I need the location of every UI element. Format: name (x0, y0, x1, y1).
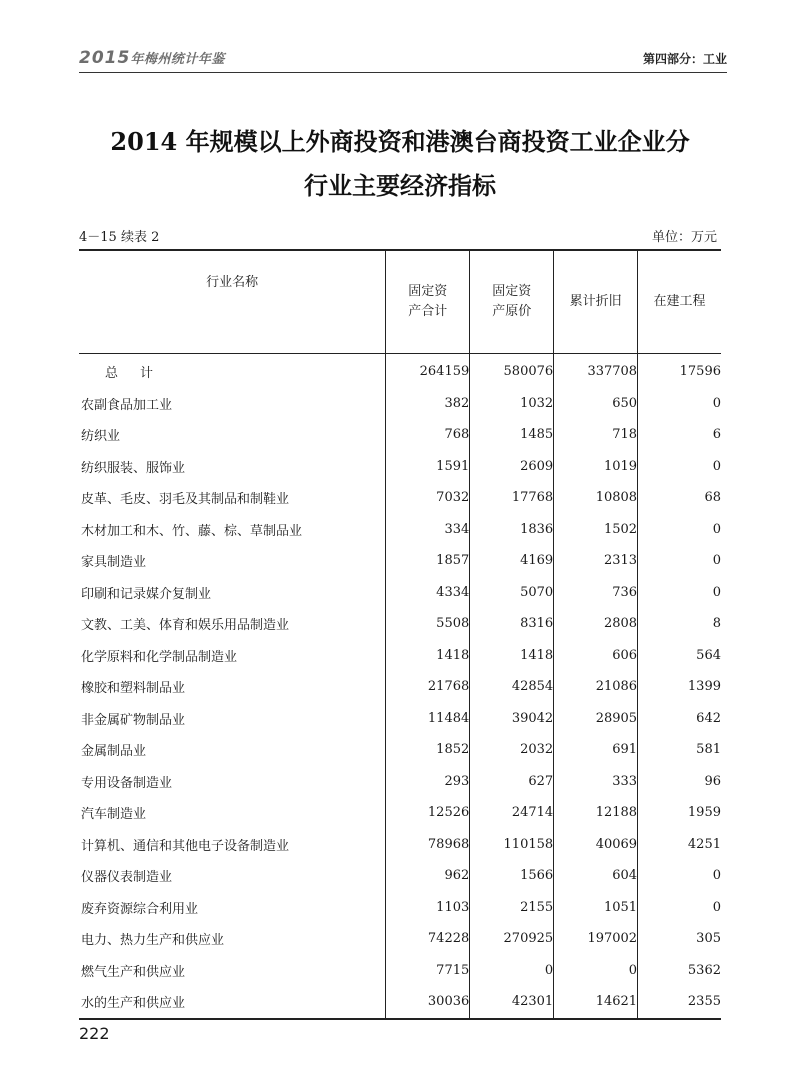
industry-name-cell: 皮革、毛皮、羽毛及其制品和制鞋业 (81, 492, 290, 508)
industry-name-cell: 专用设备制造业 (81, 775, 173, 791)
table-row (79, 451, 721, 483)
construction-in-progress-cell: 0 (638, 577, 721, 609)
table-row (79, 671, 721, 703)
industry-name-cell: 废弃资源综合利用业 (81, 901, 199, 917)
construction-in-progress-cell: 0 (638, 388, 721, 420)
table-row (79, 419, 721, 451)
fixed-assets-original-cell: 2032 (470, 734, 554, 766)
table-body (79, 354, 721, 1019)
accumulated-depreciation-cell: 606 (554, 640, 638, 672)
construction-in-progress-cell: 8 (638, 608, 721, 640)
fixed-assets-original-cell: 5070 (470, 577, 554, 609)
industry-name-cell: 总计 (105, 366, 176, 382)
fixed-assets-original-cell: 1836 (470, 514, 554, 546)
accumulated-depreciation-cell: 0 (554, 955, 638, 987)
table-row (79, 860, 721, 892)
industry-name-cell: 水的生产和供应业 (79, 986, 386, 1019)
accumulated-depreciation-cell: 691 (554, 734, 638, 766)
construction-in-progress-cell: 1399 (638, 671, 721, 703)
fixed-assets-total-cell: 78968 (386, 829, 470, 861)
table-row (79, 703, 721, 735)
industry-name-cell: 纺织业 (81, 429, 121, 445)
accumulated-depreciation-cell: 2313 (554, 545, 638, 577)
fixed-assets-original-cell: 0 (470, 955, 554, 987)
total-row (79, 354, 721, 388)
construction-in-progress-cell: 17596 (638, 354, 721, 388)
fixed-assets-original-cell: 580076 (470, 354, 554, 388)
accumulated-depreciation-cell: 21086 (554, 671, 638, 703)
construction-in-progress-cell: 2355 (638, 986, 721, 1019)
industry-name-cell: 橡胶和塑料制品业 (81, 681, 186, 697)
fixed-assets-total-cell: 334 (386, 514, 470, 546)
table-row (79, 608, 721, 640)
construction-in-progress-cell: 4251 (638, 829, 721, 861)
header-rule (79, 72, 727, 73)
fixed-assets-total-cell: 264159 (386, 354, 470, 388)
industry-name-cell: 电力、热力生产和供应业 (81, 933, 225, 949)
industry-name-cell: 农副食品加工业 (81, 397, 173, 413)
fixed-assets-total-cell: 962 (386, 860, 470, 892)
title-line-2: 行业主要经济指标 (304, 171, 496, 200)
table-title (60, 120, 740, 208)
accumulated-depreciation-cell: 40069 (554, 829, 638, 861)
accumulated-depreciation-cell: 1502 (554, 514, 638, 546)
industry-name-cell: 纺织服装、服饰业 (81, 460, 186, 476)
accumulated-depreciation-cell: 2808 (554, 608, 638, 640)
industry-name-cell: 汽车制造业 (81, 807, 147, 823)
yearbook-year: 2015 (79, 48, 131, 68)
running-head (79, 48, 727, 70)
header-fixed-assets-total: 固定资 产合计 (386, 250, 470, 354)
accumulated-depreciation-cell: 10808 (554, 482, 638, 514)
table-row (79, 482, 721, 514)
indicator-table (79, 249, 721, 1020)
yearbook-name: 年梅州统计年鉴 (130, 52, 225, 67)
fixed-assets-original-cell: 2155 (470, 892, 554, 924)
table-id: 4－15 续表 2 (79, 230, 160, 245)
fixed-assets-total-cell: 382 (386, 388, 470, 420)
construction-in-progress-cell: 642 (638, 703, 721, 735)
table-header-row (79, 250, 721, 354)
industry-name-cell: 文教、工美、体育和娱乐用品制造业 (81, 618, 290, 634)
table-row (79, 514, 721, 546)
fixed-assets-total-cell: 1857 (386, 545, 470, 577)
fixed-assets-original-cell: 17768 (470, 482, 554, 514)
construction-in-progress-cell: 0 (638, 514, 721, 546)
fixed-assets-total-cell: 12526 (386, 797, 470, 829)
fixed-assets-original-cell: 42854 (470, 671, 554, 703)
table-row (79, 640, 721, 672)
construction-in-progress-cell: 581 (638, 734, 721, 766)
industry-name-cell: 仪器仪表制造业 (81, 870, 173, 886)
industry-name-cell: 印刷和记录媒介复制业 (81, 586, 212, 602)
construction-in-progress-cell: 0 (638, 860, 721, 892)
construction-in-progress-cell: 5362 (638, 955, 721, 987)
construction-in-progress-cell: 1959 (638, 797, 721, 829)
industry-name-cell: 家具制造业 (81, 555, 147, 571)
construction-in-progress-cell: 0 (638, 451, 721, 483)
accumulated-depreciation-cell: 1019 (554, 451, 638, 483)
table-row (79, 766, 721, 798)
construction-in-progress-cell: 6 (638, 419, 721, 451)
fixed-assets-total-cell: 4334 (386, 577, 470, 609)
table-row (79, 388, 721, 420)
table-row (79, 829, 721, 861)
fixed-assets-total-cell: 1591 (386, 451, 470, 483)
fixed-assets-total-cell: 768 (386, 419, 470, 451)
fixed-assets-original-cell: 2609 (470, 451, 554, 483)
header-fixed-assets-original: 固定资 产原价 (470, 250, 554, 354)
fixed-assets-total-cell: 293 (386, 766, 470, 798)
fixed-assets-original-cell: 1485 (470, 419, 554, 451)
fixed-assets-total-cell: 1852 (386, 734, 470, 766)
title-line-1: 2014 年规模以上外商投资和港澳台商投资工业企业分 (110, 127, 690, 156)
construction-in-progress-cell: 0 (638, 545, 721, 577)
fixed-assets-total-cell: 11484 (386, 703, 470, 735)
construction-in-progress-cell: 68 (638, 482, 721, 514)
fixed-assets-original-cell: 8316 (470, 608, 554, 640)
fixed-assets-original-cell: 627 (470, 766, 554, 798)
table-row (79, 892, 721, 924)
fixed-assets-total-cell: 74228 (386, 923, 470, 955)
accumulated-depreciation-cell: 12188 (554, 797, 638, 829)
fixed-assets-original-cell: 1032 (470, 388, 554, 420)
fixed-assets-original-cell: 110158 (470, 829, 554, 861)
industry-name-cell: 金属制品业 (81, 744, 147, 760)
fixed-assets-original-cell: 1418 (470, 640, 554, 672)
fixed-assets-original-cell: 39042 (470, 703, 554, 735)
fixed-assets-original-cell: 42301 (470, 986, 554, 1019)
fixed-assets-total-cell: 5508 (386, 608, 470, 640)
accumulated-depreciation-cell: 1051 (554, 892, 638, 924)
page-number: 222 (79, 1024, 110, 1043)
fixed-assets-original-cell: 24714 (470, 797, 554, 829)
accumulated-depreciation-cell: 650 (554, 388, 638, 420)
accumulated-depreciation-cell: 197002 (554, 923, 638, 955)
header-construction-in-progress: 在建工程 (638, 250, 721, 354)
accumulated-depreciation-cell: 333 (554, 766, 638, 798)
industry-name-cell: 非金属矿物制品业 (81, 712, 186, 728)
fixed-assets-original-cell: 4169 (470, 545, 554, 577)
accumulated-depreciation-cell: 604 (554, 860, 638, 892)
unit-label: 单位：万元 (651, 230, 717, 245)
construction-in-progress-cell: 96 (638, 766, 721, 798)
fixed-assets-total-cell: 1418 (386, 640, 470, 672)
table-row (79, 797, 721, 829)
header-accumulated-depreciation: 累计折旧 (554, 250, 638, 354)
industry-name-cell: 燃气生产和供应业 (81, 964, 186, 980)
fixed-assets-total-cell: 21768 (386, 671, 470, 703)
accumulated-depreciation-cell: 28905 (554, 703, 638, 735)
accumulated-depreciation-cell: 14621 (554, 986, 638, 1019)
table-row (79, 577, 721, 609)
construction-in-progress-cell: 564 (638, 640, 721, 672)
table-row (79, 986, 721, 1019)
section-label: 第四部分：工业 (642, 52, 727, 66)
construction-in-progress-cell: 305 (638, 923, 721, 955)
construction-in-progress-cell: 0 (638, 892, 721, 924)
table-row (79, 545, 721, 577)
table-row (79, 923, 721, 955)
fixed-assets-total-cell: 30036 (386, 986, 470, 1019)
table-row (79, 955, 721, 987)
fixed-assets-total-cell: 1103 (386, 892, 470, 924)
fixed-assets-original-cell: 1566 (470, 860, 554, 892)
fixed-assets-original-cell: 270925 (470, 923, 554, 955)
industry-name-cell: 计算机、通信和其他电子设备制造业 (81, 838, 290, 854)
yearbook-title (79, 48, 225, 68)
accumulated-depreciation-cell: 337708 (554, 354, 638, 388)
industry-name-cell: 化学原料和化学制品制造业 (81, 649, 238, 665)
table-row (79, 734, 721, 766)
fixed-assets-total-cell: 7032 (386, 482, 470, 514)
header-industry-name: 行业名称 (79, 250, 386, 354)
fixed-assets-total-cell: 7715 (386, 955, 470, 987)
industry-name-cell: 木材加工和木、竹、藤、棕、草制品业 (81, 523, 303, 539)
accumulated-depreciation-cell: 736 (554, 577, 638, 609)
accumulated-depreciation-cell: 718 (554, 419, 638, 451)
